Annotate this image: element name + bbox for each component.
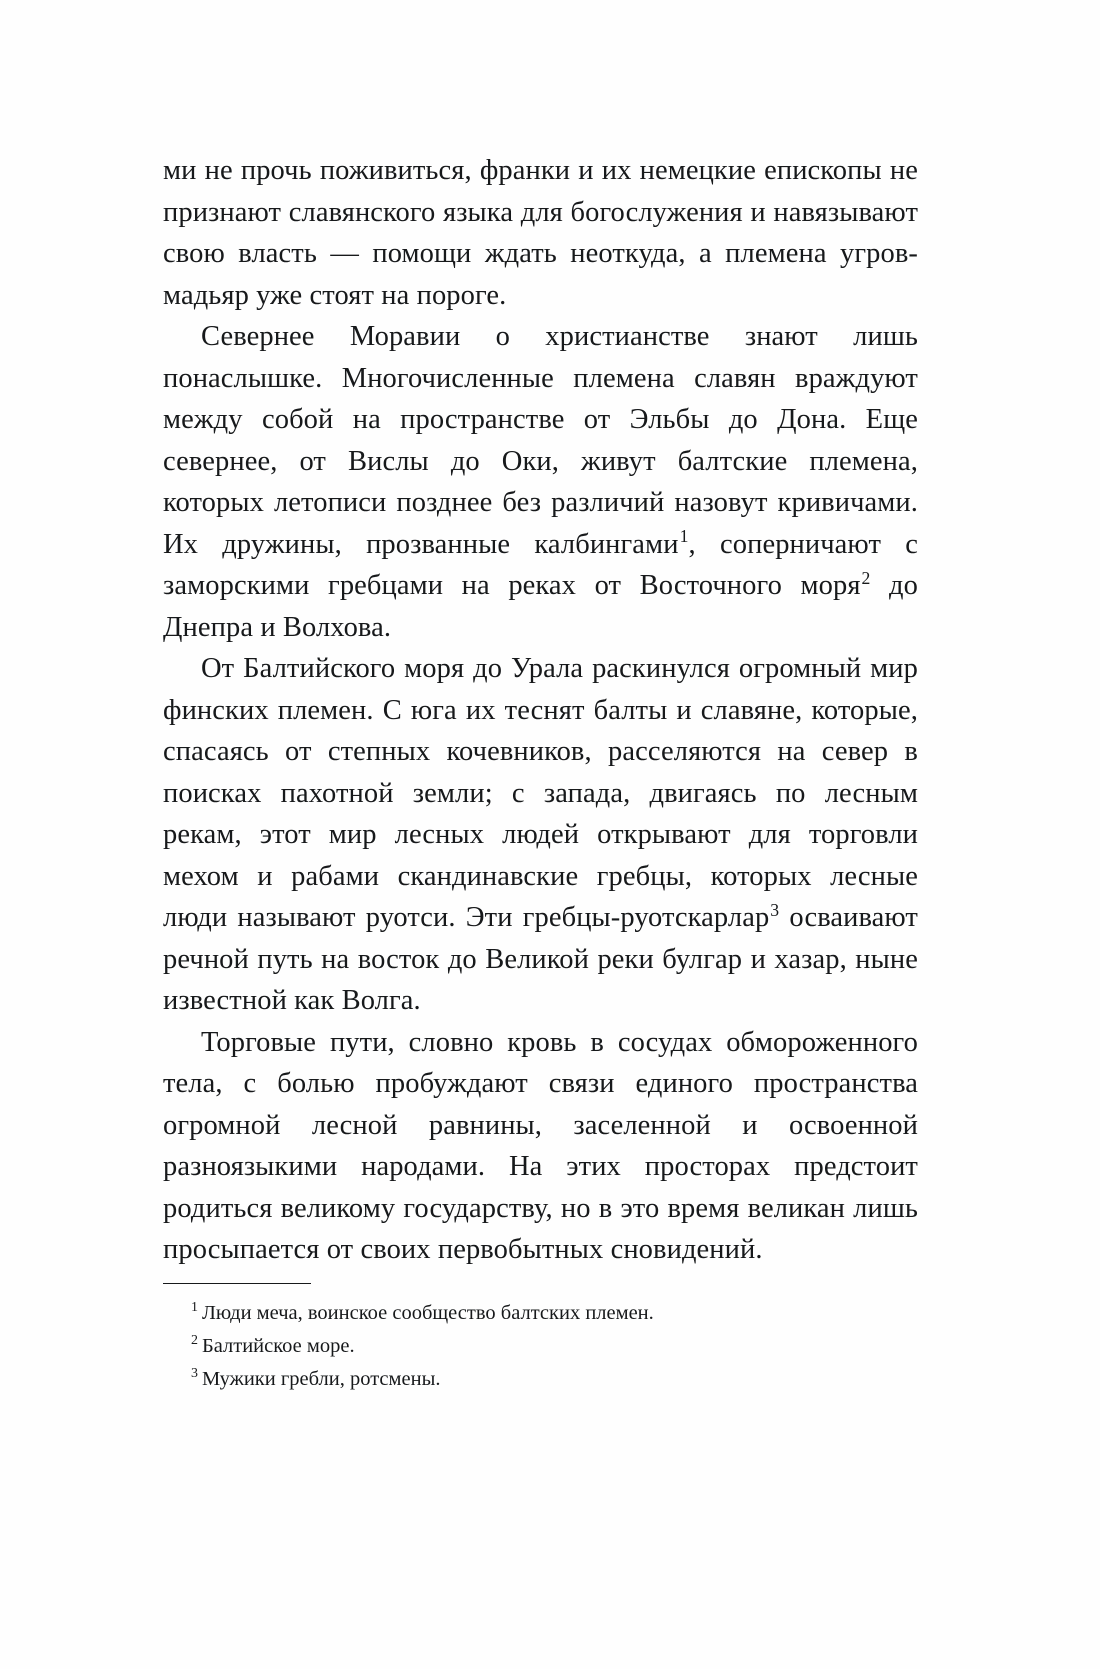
- paragraph-1: ми не прочь поживиться, франки и их немецкие епископы не признают славянского языка для богослужения и навязывают свою власть — помощи ждать неоткуда, а племена угров-мадьяр уже стоят на пороге.: [163, 155, 918, 311]
- footnote-marker: 3: [191, 1366, 198, 1382]
- footnote-text: Балтийское море.: [201, 1335, 355, 1357]
- footnote-marker: 1: [191, 1300, 198, 1316]
- footnote-item: [163, 1298, 918, 1328]
- footnote-text: Люди меча, воинское сообщество балтских племен.: [201, 1302, 654, 1324]
- footnote-item: [163, 1331, 918, 1361]
- paragraph-3: От Балтийского моря до Урала раскинулся огромный мир финских племен. С юга их теснят балты и славяне, которые, спасаясь от степных кочевников, расселяются на север в поисках пахотной земли; с запада, двигаясь по лесным рекам, этот мир лесных людей открывают для торговли мехом и рабами скандинавские гребцы, которых лесные люди называют руотси. Эти гребцы-руотскарлар$^3$ осваивают речной путь на восток до Великой реки булгар и хазар, ныне известной как Волга.: [163, 653, 918, 1016]
- footnote-separator-rule: [163, 1283, 311, 1284]
- footnote-item: [163, 1364, 918, 1394]
- footnote-text: Мужики гребли, ротсмены.: [201, 1368, 441, 1390]
- footnote-section: [163, 1283, 918, 1397]
- footnote-marker: 2: [191, 1333, 198, 1349]
- body-text: [163, 150, 918, 1271]
- paragraph-4: Торговые пути, словно кровь в сосудах обмороженного тела, с болью пробуждают связи единого пространства огромной лесной равнины, заселенной и освоенной разноязыкими народами. На этих просторах предстоит родиться великому государству, но в это время великан лишь просыпается от своих первобытных сновидений.: [163, 1026, 918, 1265]
- paragraph-2: Севернее Моравии о христианстве знают лишь понаслышке. Многочисленные племена славян враждуют между собой на пространстве от Эльбы до Дона. Еще севернее, от Вислы до Оки, живут балтские племена, которых летописи позднее без различий назовут кривичами. Их дружины, прозванные калбингами$^1$, соперничают с заморскими гребцами на реках от Восточного моря$^2$ до Днепра и Волхова.: [163, 321, 919, 643]
